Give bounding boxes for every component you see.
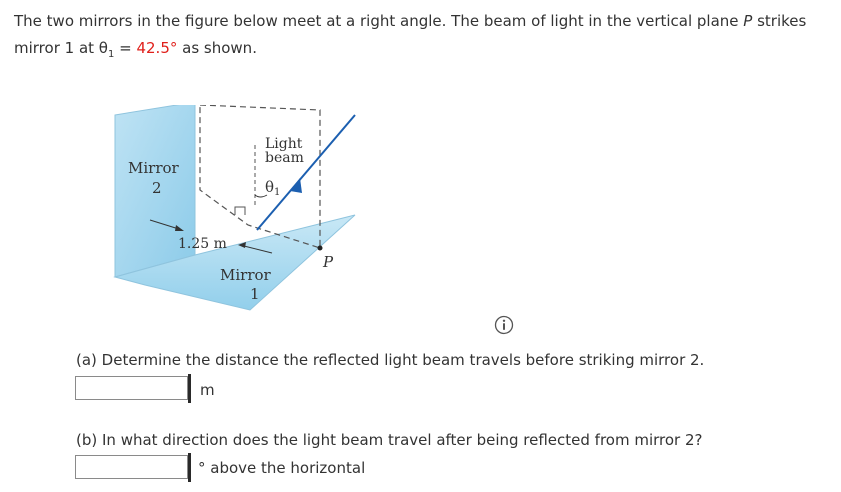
problem-statement xyxy=(14,8,834,68)
answer-b-input[interactable] xyxy=(75,455,188,479)
plane-symbol: P xyxy=(743,12,753,30)
problem-text-end: strikes xyxy=(752,12,807,30)
answer-a-input[interactable] xyxy=(75,376,188,400)
label-light: Light xyxy=(265,136,303,152)
label-mirror1-number: 1 xyxy=(250,285,260,303)
label-mirror2: Mirror xyxy=(128,159,179,177)
mirror-diagram xyxy=(110,105,370,320)
question-a: (a) Determine the distance the reflected light beam travels before striking mirror 2. xyxy=(76,351,705,369)
question-b: (b) In what direction does the light beam travel after being reflected from mirror 2? xyxy=(76,431,703,449)
right-angle-mark xyxy=(235,207,245,215)
label-point-p: P xyxy=(323,253,334,271)
label-mirror2-number: 2 xyxy=(152,179,162,197)
light-beam xyxy=(257,115,355,230)
label-theta-symbol: θ xyxy=(265,178,275,196)
answer-a-unit-separator xyxy=(188,374,191,403)
label-beam: beam xyxy=(265,150,304,166)
theta-symbol: θ xyxy=(98,39,108,57)
label-theta xyxy=(265,178,280,198)
theta-subscript: 1 xyxy=(107,49,115,60)
answer-a-unit: m xyxy=(200,381,215,399)
problem-text-line2-end: as shown. xyxy=(177,39,257,57)
info-icon-dot xyxy=(503,320,505,322)
problem-text-line2: mirror 1 at xyxy=(14,39,99,57)
theta-value: 42.5° xyxy=(136,39,178,57)
label-distance: 1.25 m xyxy=(178,236,227,252)
light-beam-arrow xyxy=(290,178,302,193)
point-p xyxy=(318,246,323,251)
equals-sign: = xyxy=(114,39,137,57)
info-icon[interactable] xyxy=(494,315,514,335)
answer-b-unit-separator xyxy=(188,453,191,482)
answer-b-unit: ° above the horizontal xyxy=(198,459,366,477)
mirror-figure xyxy=(110,105,370,320)
label-mirror1: Mirror xyxy=(220,266,271,284)
label-theta-sub: 1 xyxy=(274,187,281,198)
problem-text: The two mirrors in the figure below meet at a right angle. The beam of light in the vertical plane xyxy=(14,12,744,30)
info-icon-stem xyxy=(503,323,505,330)
